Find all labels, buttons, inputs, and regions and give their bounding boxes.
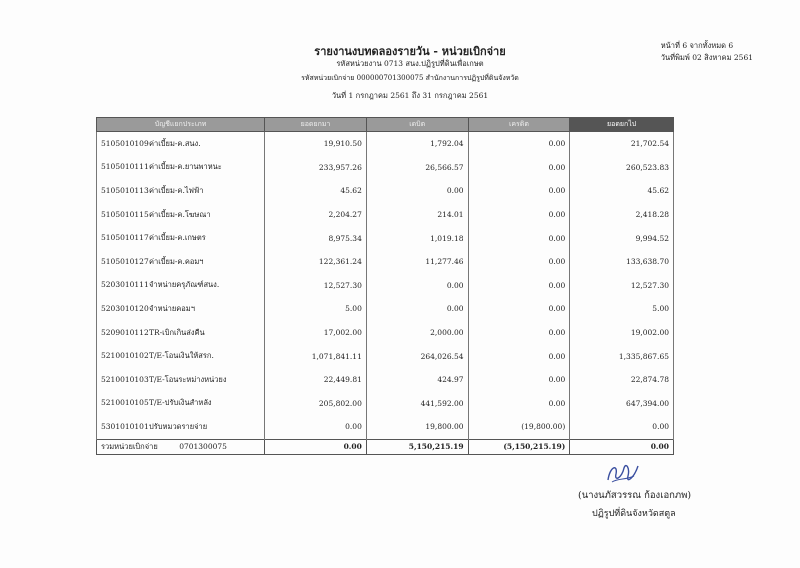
table-row bbox=[97, 392, 674, 416]
table-row bbox=[97, 132, 674, 156]
carried-forward-cell: 260,523.83 bbox=[570, 156, 674, 180]
carried-forward-cell: 647,394.00 bbox=[570, 392, 674, 416]
brought-forward-cell: 45.62 bbox=[265, 179, 367, 203]
trial-balance-table bbox=[96, 117, 674, 455]
account-name: ค่าเบี้ยม-ค.ยานพาหนะ bbox=[149, 162, 222, 172]
signer-name: (นางนภัสวรรณ ก้องเอกภพ) bbox=[578, 490, 692, 501]
brought-forward-cell: 1,071,841.11 bbox=[265, 344, 367, 368]
total-code: 0701300075 bbox=[179, 441, 227, 451]
credit-cell: 0.00 bbox=[468, 132, 570, 156]
table-row bbox=[97, 179, 674, 203]
account-name: T/E-ปรับเงินสำหลัง bbox=[149, 398, 212, 408]
table-row bbox=[97, 415, 674, 439]
account-name: ค่าเบี้ยม-ค.โฆษณา bbox=[149, 209, 211, 219]
account-code: 5105010127 bbox=[101, 256, 149, 266]
debit-cell: 1,019.18 bbox=[366, 226, 468, 250]
account-cell bbox=[97, 297, 265, 321]
table-row bbox=[97, 321, 674, 345]
total-brought: 0.00 bbox=[265, 439, 367, 454]
debit-cell: 0.00 bbox=[366, 274, 468, 298]
carried-forward-cell: 19,002.00 bbox=[570, 321, 674, 345]
credit-cell: 0.00 bbox=[468, 226, 570, 250]
carried-forward-cell: 5.00 bbox=[570, 297, 674, 321]
col-credit: เครดิต bbox=[468, 118, 570, 132]
account-name: ค่าเบี้ยม-ค.คอมฯ bbox=[149, 256, 204, 266]
debit-cell: 441,592.00 bbox=[366, 392, 468, 416]
brought-forward-cell: 12,527.30 bbox=[265, 274, 367, 298]
account-code: 5301010101 bbox=[101, 421, 149, 431]
debit-cell: 26,566.57 bbox=[366, 156, 468, 180]
credit-cell: 0.00 bbox=[468, 368, 570, 392]
carried-forward-cell: 9,994.52 bbox=[570, 226, 674, 250]
debit-cell: 11,277.46 bbox=[366, 250, 468, 274]
account-name: ค่าเบี้ยม-ค.เกษตร bbox=[149, 233, 206, 243]
account-code: 5203010111 bbox=[101, 280, 149, 290]
carried-forward-cell: 133,638.70 bbox=[570, 250, 674, 274]
carried-forward-cell: 21,702.54 bbox=[570, 132, 674, 156]
print-date: วันที่พิมพ์ 02 สิงหาคม 2561 bbox=[660, 53, 753, 62]
debit-cell: 1,792.04 bbox=[366, 132, 468, 156]
account-code: 5210010103 bbox=[101, 374, 149, 384]
account-code: 5105010113 bbox=[101, 185, 149, 195]
account-cell bbox=[97, 321, 265, 345]
account-name: ค่าเบี้ยม-ค.สนง. bbox=[149, 138, 201, 148]
account-cell bbox=[97, 203, 265, 227]
account-cell bbox=[97, 179, 265, 203]
account-cell bbox=[97, 132, 265, 156]
total-credit: (5,150,215.19) bbox=[468, 439, 570, 454]
page-info bbox=[661, 40, 753, 64]
table-row bbox=[97, 297, 674, 321]
brought-forward-cell: 17,002.00 bbox=[265, 321, 367, 345]
credit-cell: 0.00 bbox=[468, 392, 570, 416]
account-name: ค่าเบี้ยม-ค.ไฟฟ้า bbox=[149, 185, 204, 195]
table-row bbox=[97, 156, 674, 180]
debit-cell: 214.01 bbox=[366, 203, 468, 227]
credit-cell: 0.00 bbox=[468, 274, 570, 298]
account-cell bbox=[97, 392, 265, 416]
credit-cell: 0.00 bbox=[468, 297, 570, 321]
account-cell bbox=[97, 226, 265, 250]
carried-forward-cell: 0.00 bbox=[570, 415, 674, 439]
agency-code-line: รหัสหน่วยงาน 0713 สนง.ปฏิรูปที่ดินเพื่อเกษต bbox=[336, 59, 484, 68]
account-cell bbox=[97, 250, 265, 274]
debit-cell: 0.00 bbox=[366, 297, 468, 321]
account-code: 5105010117 bbox=[101, 233, 149, 243]
credit-cell: 0.00 bbox=[468, 156, 570, 180]
table-row bbox=[97, 226, 674, 250]
credit-cell: (19,800.00) bbox=[468, 415, 570, 439]
signer-position: ปฏิรูปที่ดินจังหวัดสตูล bbox=[592, 509, 676, 519]
account-cell bbox=[97, 368, 265, 392]
carried-forward-cell: 2,418.28 bbox=[570, 203, 674, 227]
table-row bbox=[97, 274, 674, 298]
account-code: 5210010102 bbox=[101, 351, 149, 361]
table-row bbox=[97, 250, 674, 274]
account-name: จำหน่ายคอมฯ bbox=[149, 303, 195, 313]
brought-forward-cell: 5.00 bbox=[265, 297, 367, 321]
col-account: บัญชีแยกประเภท bbox=[97, 118, 265, 132]
account-code: 5203010120 bbox=[101, 303, 149, 313]
account-cell bbox=[97, 156, 265, 180]
account-code: 5105010109 bbox=[101, 138, 149, 148]
date-range-line: วันที่ 1 กรกฎาคม 2561 ถึง 31 กรกฎาคม 2561 bbox=[331, 91, 489, 100]
credit-cell: 0.00 bbox=[468, 203, 570, 227]
debit-cell: 264,026.54 bbox=[366, 344, 468, 368]
account-cell bbox=[97, 274, 265, 298]
account-name: TR-เบิกเกินส่งคืน bbox=[149, 327, 205, 337]
total-carried: 0.00 bbox=[570, 439, 674, 454]
carried-forward-cell: 1,335,867.65 bbox=[570, 344, 674, 368]
brought-forward-cell: 122,361.24 bbox=[265, 250, 367, 274]
credit-cell: 0.00 bbox=[468, 321, 570, 345]
account-code: 5105010115 bbox=[101, 209, 149, 219]
debit-cell: 19,800.00 bbox=[366, 415, 468, 439]
account-name: T/E-โอนเงินให้สรก. bbox=[149, 351, 214, 361]
brought-forward-cell: 22,449.81 bbox=[265, 368, 367, 392]
table-row bbox=[97, 368, 674, 392]
table-header-row bbox=[97, 118, 674, 132]
credit-cell: 0.00 bbox=[468, 344, 570, 368]
carried-forward-cell: 12,527.30 bbox=[570, 274, 674, 298]
account-code: 5210010105 bbox=[101, 398, 149, 408]
table-row bbox=[97, 203, 674, 227]
brought-forward-cell: 205,802.00 bbox=[265, 392, 367, 416]
account-cell bbox=[97, 344, 265, 368]
brought-forward-cell: 233,957.26 bbox=[265, 156, 367, 180]
disbursement-unit-line: รหัสหน่วยเบิกจ่าย 000000701300075 สำนักงานการปฏิรูปที่ดินจังหวัด bbox=[301, 74, 519, 82]
col-carried-forward: ยอดยกไป bbox=[570, 118, 674, 132]
col-debit: เดบิต bbox=[366, 118, 468, 132]
carried-forward-cell: 22,874.78 bbox=[570, 368, 674, 392]
credit-cell: 0.00 bbox=[468, 179, 570, 203]
account-code: 5105010111 bbox=[101, 162, 149, 172]
total-label-cell bbox=[97, 439, 265, 454]
brought-forward-cell: 2,204.27 bbox=[265, 203, 367, 227]
debit-cell: 424.97 bbox=[366, 368, 468, 392]
total-debit: 5,150,215.19 bbox=[366, 439, 468, 454]
account-code: 5209010112 bbox=[101, 327, 149, 337]
signature-mark bbox=[604, 458, 644, 488]
page-number: หน้าที่ 6 จากทั้งหมด 6 bbox=[660, 41, 734, 50]
carried-forward-cell: 45.62 bbox=[570, 179, 674, 203]
account-name: ปรับหมวดรายจ่าย bbox=[149, 421, 208, 431]
report-title: รายงานงบทดลองรายวัน - หน่วยเบิกจ่าย bbox=[314, 45, 506, 58]
table-row bbox=[97, 344, 674, 368]
total-label: รวมหน่วยเบิกจ่าย bbox=[101, 441, 158, 451]
total-row bbox=[97, 439, 674, 454]
account-name: T/E-โอนระหม่างหน่วยง bbox=[149, 374, 227, 384]
debit-cell: 0.00 bbox=[366, 179, 468, 203]
brought-forward-cell: 8,975.34 bbox=[265, 226, 367, 250]
account-cell bbox=[97, 415, 265, 439]
brought-forward-cell: 0.00 bbox=[265, 415, 367, 439]
col-brought-forward: ยอดยกมา bbox=[265, 118, 367, 132]
credit-cell: 0.00 bbox=[468, 250, 570, 274]
brought-forward-cell: 19,910.50 bbox=[265, 132, 367, 156]
debit-cell: 2,000.00 bbox=[366, 321, 468, 345]
account-name: จำหน่ายครุภัณฑ์สนง. bbox=[149, 280, 220, 290]
